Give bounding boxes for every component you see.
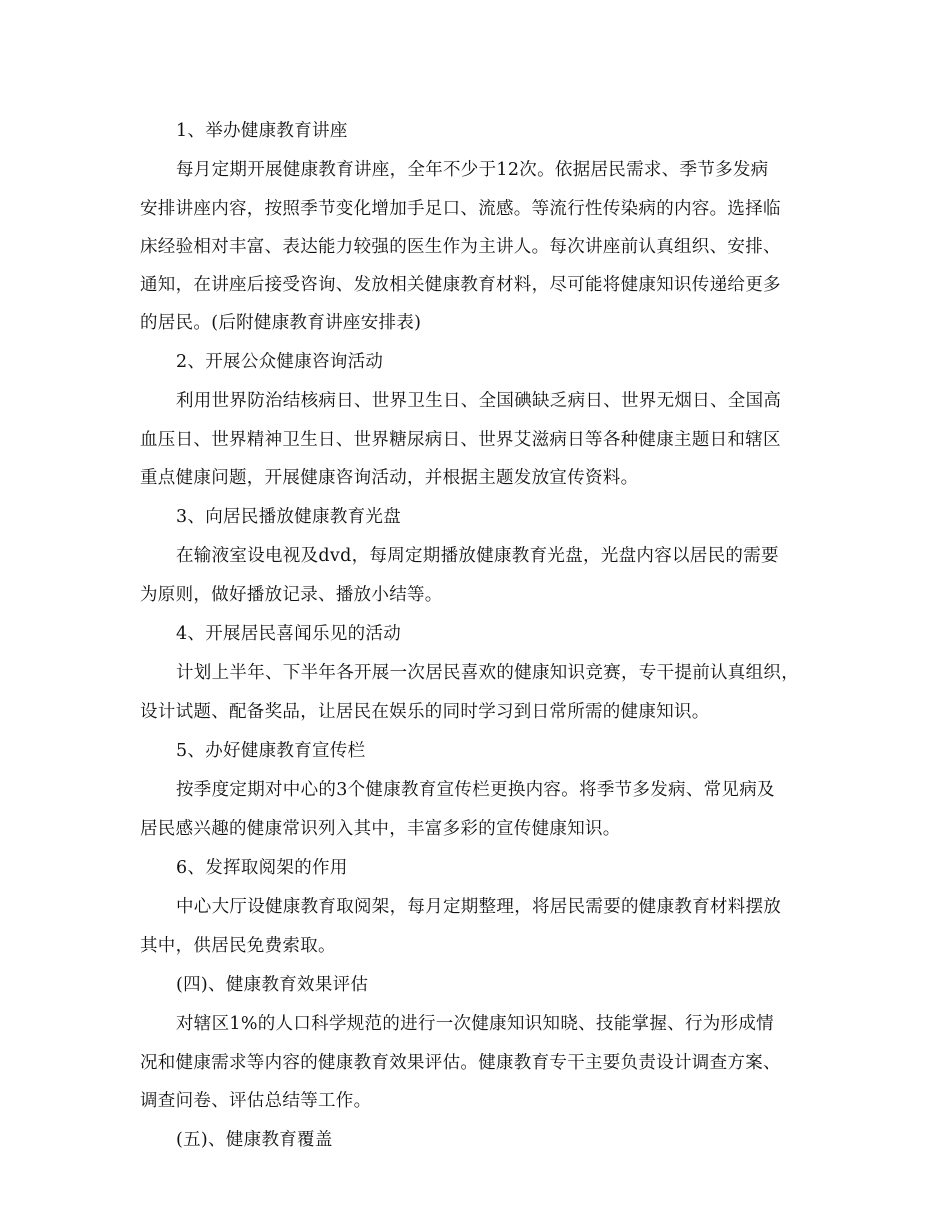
- paragraph-line: 在输液室设电视及dvd，每周定期播放健康教育光盘，光盘内容以居民的需要: [176, 546, 779, 566]
- paragraph-line: 对辖区1%的人口科学规范的进行一次健康知识知晓、技能掌握、行为形成情: [176, 1014, 774, 1034]
- paragraph-line: 血压日、世界精神卫生日、世界糖尿病日、世界艾滋病日等各种健康主题日和辖区: [140, 430, 781, 450]
- paragraph-line: 况和健康需求等内容的健康教育效果评估。健康教育专干主要负责设计调查方案、: [140, 1053, 781, 1073]
- paragraph-line: 通知，在讲座后接受咨询、发放相关健康教育材料，尽可能将健康知识传递给更多: [140, 275, 781, 295]
- paragraph-line: 利用世界防治结核病日、世界卫生日、全国碘缺乏病日、世界无烟日、全国高: [176, 391, 782, 411]
- paragraph-line: 重点健康问题，开展健康咨询活动，并根据主题发放宣传资料。: [140, 468, 639, 488]
- paragraph-line: 计划上半年、下半年各开展一次居民喜欢的健康知识竞赛，专干提前认真组织，: [176, 663, 799, 683]
- paragraph-line: 调查问卷、评估总结等工作。: [140, 1091, 372, 1111]
- paragraph-line: 设计试题、配备奖品，让居民在娱乐的同时学习到日常所需的健康知识。: [140, 702, 710, 722]
- section-heading: 5、办好健康教育宣传栏: [176, 741, 366, 761]
- paragraph-line: 每月定期开展健康教育讲座，全年不少于12次。依据居民需求、季节多发病: [176, 160, 769, 180]
- paragraph-line: 其中，供居民免费索取。: [140, 936, 336, 956]
- paragraph-line: 按季度定期对中心的3个健康教育宣传栏更换内容。将季节多发病、常见病及: [176, 780, 775, 800]
- section-heading: (五)、健康教育覆盖: [176, 1130, 333, 1150]
- paragraph-line: 中心大厅设健康教育取阅架，每月定期整理，将居民需要的健康教育材料摆放: [176, 897, 782, 917]
- paragraph-line: 居民感兴趣的健康常识列入其中，丰富多彩的宣传健康知识。: [140, 819, 621, 839]
- section-heading: 2、开展公众健康咨询活动: [176, 352, 384, 372]
- section-heading: 3、向居民播放健康教育光盘: [176, 507, 402, 527]
- paragraph-line: 安排讲座内容，按照季节变化增加手足口、流感。等流行性传染病的内容。选择临: [140, 199, 781, 219]
- section-heading: 4、开展居民喜闻乐见的活动: [176, 624, 402, 644]
- paragraph-line: 床经验相对丰富、表达能力较强的医生作为主讲人。每次讲座前认真组织、安排、: [140, 237, 781, 257]
- section-heading: 1、举办健康教育讲座: [176, 121, 348, 141]
- paragraph-line: 的居民。(后附健康教育讲座安排表): [140, 313, 422, 333]
- paragraph-line: 为原则，做好播放记录、播放小结等。: [140, 585, 443, 605]
- document-body: [140, 117, 820, 1165]
- section-heading: (四)、健康教育效果评估: [176, 975, 369, 995]
- section-heading: 6、发挥取阅架的作用: [176, 858, 348, 878]
